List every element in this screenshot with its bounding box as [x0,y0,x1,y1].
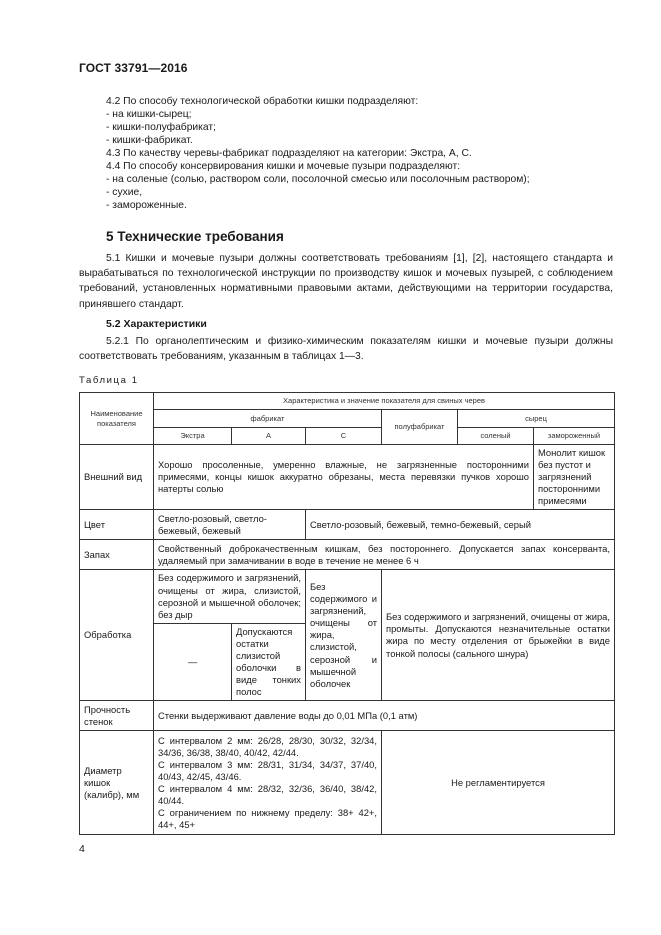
strength-text: Стенки выдерживают давление воды до 0,01 МПа (0,1 атм) [154,701,615,731]
list-item: - кишки-фабрикат. [106,135,193,146]
page-number: 4 [79,843,85,855]
row-name-color: Цвет [80,510,154,540]
list-item: - на кишки-сырец; [106,109,192,120]
header-indicator: Наименование показателя [80,393,154,445]
row-name-processing: Обработка [80,570,154,701]
header-solenyi: соленый [458,428,534,445]
paragraph-5-1: 5.1 Кишки и мочевые пузыри должны соответствовать требованиям [1], [2], настоящего стандарта и вырабатываться по технологической инструкции по производству кишок и мочевых пузырей, с соблюдением требований, установленных нормативными правовыми актами, действующими на территории государства, принявшего стандарт. [79,253,613,310]
row-name-strength: Прочность стенок [80,701,154,731]
list-item: - кишки-полуфабрикат; [106,122,216,133]
characteristics-table [79,392,615,835]
header-zamorozhennyi: замороженный [534,428,615,445]
clause-4-3: 4.3 По качеству черевы-фабрикат подразделяют на категории: Экстра, А, С. [106,148,472,159]
appearance-main: Хорошо просоленные, умеренно влажные, не загрязненные посторонними примесями, концы кишок аккуратно обрезаны, места перевязки пучков хорошо натерты солью [154,445,534,510]
smell-text: Свойственный доброкачественным кишкам, без постороннего. Допускается запах консерванта, удаляемый при замачивании в воде в течение не менее 6 ч [154,540,615,570]
diameter-line: С интервалом 3 мм: 28/31, 31/34, 34/37, 37/40, 40/43, 42/45, 43/46. [158,758,377,782]
list-item: - сухие, [106,187,143,198]
document-header: ГОСТ 33791—2016 [79,61,188,75]
clause-4-2: 4.2 По способу технологической обработки кишки подразделяют: [106,96,419,107]
header-characteristic: Характеристика и значение показателя для свиных черев [154,393,615,410]
header-fabrikat: фабрикат [154,410,382,428]
paragraph-5-2-1: 5.2.1 По органолептическим и физико-химическим показателям кишки и мочевые пузыри должны соответствовать требованиям, указанным в таблицах 1—3. [79,336,613,363]
header-syrets: сырец [458,410,615,428]
list-item: - на соленые (солью, раствором соли, посолочной смесью или посолочным раствором); [106,174,530,185]
header-polufabrikat: полуфабрикат [382,410,458,445]
diameter-line: С интервалом 2 мм: 26/28, 28/30, 30/32, 32/34, 34/36, 36/38, 38/40, 40/42, 42/44. [158,734,377,758]
processing-a-allowed: Допускаются остатки слизистой оболочки в виде тонких полос [232,623,306,701]
diameter-values [154,731,382,835]
diameter-rest: Не регламентируется [382,731,615,835]
clause-4-4: 4.4 По способу консервирования кишки и мочевые пузыри подразделяют: [106,161,461,172]
subsection-title: 5.2 Характеристики [106,318,207,330]
processing-c: Без содержимого и загрязнений, очищены от жира, слизистой, серозной и мышечной оболочек [306,570,382,701]
diameter-line: С интервалом 4 мм: 28/32, 32/36, 36/40, 38/42, 40/44. [158,782,377,806]
appearance-frozen: Монолит кишок без пустот и загрязнений посторонними примесями [534,445,615,510]
list-item: - замороженные. [106,200,187,211]
header-c: С [306,428,382,445]
table-caption: Таблица 1 [79,375,139,386]
color-rest: Светло-розовый, бежевый, темно-бежевый, серый [306,510,615,540]
header-extra: Экстра [154,428,232,445]
header-a: А [232,428,306,445]
processing-extra-dash: — [154,623,232,701]
diameter-line: С ограничением по нижнему пределу: 38+ 42+, 44+, 45+ [158,807,377,831]
row-name-diameter: Диаметр кишок (калибр), мм [80,731,154,835]
row-name-appearance: Внешний вид [80,445,154,510]
processing-extra-a: Без содержимого и загрязнений, очищены от жира, слизистой, серозной и мышечной оболочек; без дыр [154,570,306,623]
color-extra-a: Светло-розовый, светло-бежевый, бежевый [154,510,306,540]
row-name-smell: Запах [80,540,154,570]
section-title: 5 Технические требования [106,229,284,244]
processing-rest: Без содержимого и загрязнений, очищены от жира, промыты. Допускаются незначительные остатки жира по месту отделения от брыжейки в виде тонкой полосы (сального шнура) [382,570,615,701]
